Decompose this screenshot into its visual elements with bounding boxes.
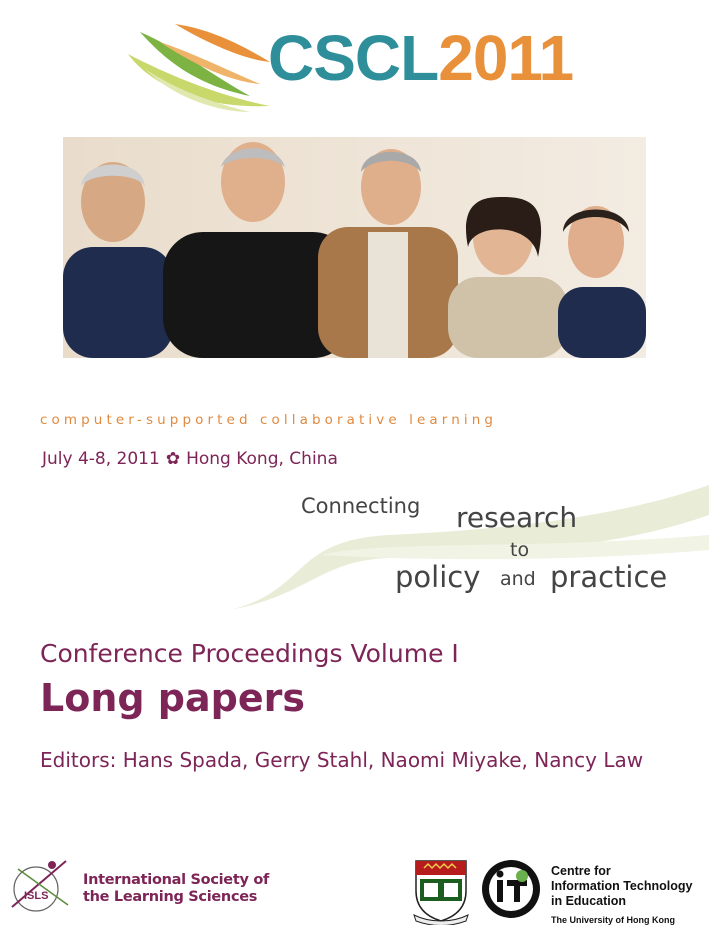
cite-line1: Centre for: [551, 864, 611, 878]
isls-line1: International Society of: [83, 872, 270, 888]
cite-name: [551, 864, 692, 909]
bauhinia-flower-icon: ✿: [165, 449, 181, 469]
isls-abbr: ISLS: [24, 890, 49, 902]
hku-crest-icon: [410, 857, 472, 925]
group-photo: [63, 137, 646, 358]
isls-line2: the Learning Sciences: [83, 889, 258, 905]
theme-research: research: [456, 501, 578, 534]
cite-line3: in Education: [551, 894, 626, 908]
theme-practice: practice: [550, 560, 668, 594]
proceedings-title: Conference Proceedings Volume I: [40, 639, 459, 668]
theme-policy: policy: [395, 560, 481, 594]
isls-logo-icon: [8, 855, 80, 917]
theme-and: and: [500, 568, 536, 590]
logo-year: 2011: [438, 22, 574, 94]
theme-to: to: [510, 539, 530, 561]
cite-line2: Information Technology: [551, 879, 693, 893]
isls-name: [83, 872, 269, 906]
volume-title: Long papers: [40, 676, 305, 720]
cscl-2011-wordmark: [268, 22, 574, 94]
cite-logo-icon: [480, 858, 542, 920]
editors-line: Editors: Hans Spada, Gerry Stahl, Naomi Miyake, Nancy Law: [40, 748, 644, 772]
conference-date: July 4-8, 2011: [42, 449, 160, 469]
dateline: [42, 449, 338, 469]
theme-connecting: Connecting: [301, 494, 421, 518]
hku-name: The University of Hong Kong: [551, 915, 676, 925]
conference-place: Hong Kong, China: [186, 449, 338, 469]
logo-cscl: CSCL: [268, 22, 439, 94]
tagline: computer-supported collaborative learning: [40, 412, 498, 428]
